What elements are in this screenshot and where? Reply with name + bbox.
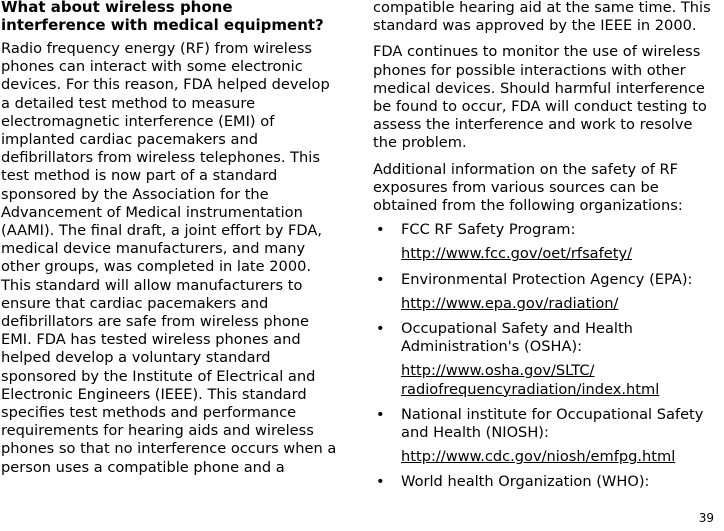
organization-item — [373, 221, 718, 263]
organization-list — [373, 221, 718, 491]
organization-name: World health Organization (WHO): — [401, 473, 650, 491]
organization-link[interactable]: http://www.epa.gov/radiation/ — [401, 294, 619, 312]
right-column — [373, 0, 718, 499]
bullet-icon: • — [376, 320, 385, 338]
organization-item — [373, 473, 718, 491]
organization-item — [373, 271, 718, 313]
organization-name: Occupational Safety and Health Administration's (OSHA): — [401, 320, 633, 356]
organization-item — [373, 406, 718, 467]
bullet-icon: • — [376, 221, 385, 239]
organization-link[interactable]: http://www.cdc.gov/niosh/emfpg.html — [401, 448, 676, 466]
organization-link[interactable]: http://www.fcc.gov/oet/rfsafety/ — [401, 245, 633, 263]
page-number: 39 — [698, 511, 714, 525]
organization-name: National institute for Occupational Safety and Health (NIOSH): — [401, 405, 704, 442]
bullet-icon: • — [376, 270, 385, 288]
bullet-icon: • — [376, 405, 385, 423]
organization-name: Environmental Protection Agency (EPA): — [401, 270, 693, 288]
body-paragraph: compatible hearing aid at the same time. This standard was approved by the IEEE in 2000. — [373, 0, 711, 35]
bullet-icon: • — [376, 473, 385, 491]
organization-name: FCC RF Safety Program: — [401, 221, 576, 239]
body-paragraph: Radio frequency energy (RF) from wireless phones can interact with some electronic devices. For this reason, FDA helped develop a detailed test method to measure electromagnetic interference (EMI) of implanted cardiac pacemakers and defibrillators from wireless telephones. This test method is now part of a standard sponsored by the Association for the Advancement of Medical instrumentation (AAMI). The final draft, a joint effort by FDA, medical device manufacturers, and many other groups, was completed in late 2000. This standard will allow manufacturers to ensure that cardiac pacemakers and defibrillators are safe from wireless phone EMI. FDA has tested wireless phones and helped develop a voluntary standard sponsored by the Institute of Electrical and Electronic Engineers (IEEE). This standard specifies test methods and performance requirements for hearing aids and wireless phones so that no interference occurs when a person uses a compatible phone and a — [1, 40, 337, 476]
body-paragraph: FDA continues to monitor the use of wireless phones for possible interactions with other medical devices. Should harmful interference be found to occur, FDA will conduct testing to assess the interference and work to resolve the problem. — [373, 43, 707, 152]
organization-item — [373, 320, 718, 399]
organization-link[interactable]: http://www.osha.gov/SLTC/ radiofrequencyradiation/index.html — [401, 362, 660, 398]
left-column — [1, 0, 341, 477]
section-heading: What about wireless phone interference with medical equipment? — [1, 0, 324, 34]
body-paragraph: Additional information on the safety of RF exposures from various sources can be obtained from the following organizations: — [373, 160, 683, 215]
